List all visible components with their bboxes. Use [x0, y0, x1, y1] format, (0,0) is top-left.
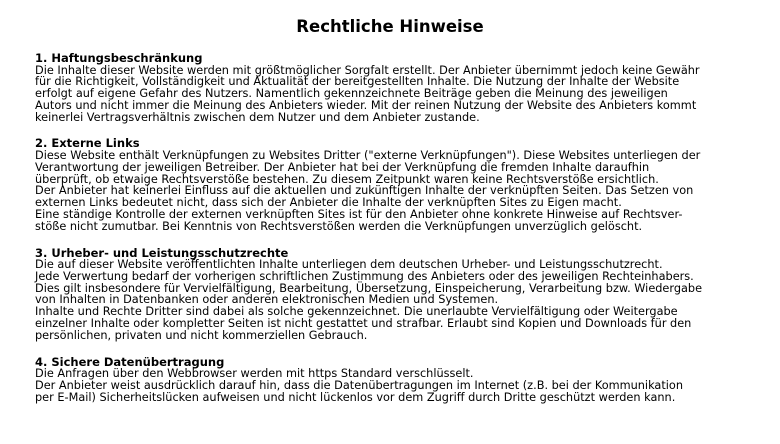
section-2: [35, 137, 751, 232]
section-heading: 1. Haftungsbeschränkung: [35, 51, 203, 65]
section-text-line: für die Richtigkeit, Vollständigkeit und Aktualität der bereitgestellten Inhalte. Die Nutzung der Inhalte der Website: [35, 75, 680, 89]
section-text-line: Autors und nicht immer die Meinung des Anbieters wieder. Mit der reinen Nutzung der Website des Anbieters kommt: [35, 98, 697, 112]
section-heading: 4. Sichere Datenübertragung: [35, 354, 225, 369]
section-text-line: einzelner Inhalte oder kompletter Seiten ist nicht gestattet und strafbar. Erlaubt sind Kopien und Downloads für den: [35, 317, 692, 331]
section-text-line: Die Inhalte dieser Website werden mit größtmöglicher Sorgfalt erstellt. Der Anbieter übernimmt jedoch keine Gewähr: [35, 63, 700, 77]
section-heading: 2. Externe Links: [35, 136, 140, 151]
section-text-line: überprüft, ob etwaige Rechtsverstöße bestehen. Zu diesem Zeitpunkt waren keine Rechtsverstöße ersichtlich.: [35, 172, 659, 186]
section-text-line: Dies gilt insbesondere für Vervielfältigung, Bearbeitung, Übersetzung, Einspeicherung, Verarbeitung bzw. Wiedergabe: [35, 281, 703, 295]
section-text-line: Jede Verwertung bedarf der vorherigen schriftlichen Zustimmung des Anbieters oder des jeweiligen Rechteinhabers.: [35, 269, 694, 283]
section-text-line: Inhalte und Rechte Dritter sind dabei als solche gekennzeichnet. Die unerlaubte Vervielfältigung oder Weitergabe: [35, 305, 678, 319]
section-text-line: keinerlei Vertragsverhältnis zwischen dem Nutzer und dem Anbieter zustande.: [35, 110, 480, 124]
section-text-line: stöße nicht zumutbar. Bei Kenntnis von Rechtsverstößen werden die Verknüpfungen unverzüglich gelöscht.: [35, 219, 643, 233]
sections-container: [35, 52, 780, 404]
section-heading: 3. Urheber- und Leistungsschutzrechte: [35, 245, 289, 260]
section-text-line: Der Anbieter weist ausdrücklich darauf hin, dass die Datenübertragungen im Internet (z.B. bei der Kommunikation: [35, 378, 683, 392]
section-text-line: Die Anfragen über den Webbrowser werden mit https Standard verschlüsselt.: [35, 367, 474, 381]
section-text-line: erfolgt auf eigene Gefahr des Nutzers. Namentlich gekennzeichnete Beiträge geben die Meinung des jeweiligen: [35, 87, 668, 101]
section-text-line: per E-Mail) Sicherheitslücken aufweisen und nicht lückenlos vor dem Zugriff durch Dritte geschützt werden kann.: [35, 390, 676, 404]
section-4: [35, 356, 751, 404]
section-text-line: persönlichen, privaten und nicht kommerziellen Gebrauch.: [35, 328, 368, 342]
page-title: Rechtliche Hinweise: [296, 17, 484, 36]
section-text-line: Der Anbieter hat keinerlei Einfluss auf die aktuellen und zukünftigen Inhalte der verknüpften Seiten. Das Setzen von: [35, 184, 694, 198]
section-3: [35, 247, 751, 342]
section-text-line: Die auf dieser Website veröffentlichten Inhalte unterliegen dem deutschen Urheber- und Leistungsschutzrecht.: [35, 258, 663, 272]
section-text-line: Eine ständige Kontrolle der externen verknüpften Sites ist für den Anbieter ohne konkrete Hinweise auf Rechtsver-: [35, 207, 683, 221]
section-text-line: Diese Website enthält Verknüpfungen zu Websites Dritter ("externe Verknüpfungen"). Diese Websites unterliegen der: [35, 148, 701, 162]
section-1: [35, 52, 751, 123]
section-text-line: von Inhalten in Datenbanken oder anderen elektronischen Medien und Systemen.: [35, 293, 499, 307]
section-text-line: externen Links bedeutet nicht, dass sich der Anbieter die Inhalte der verknüpften Sites zu Eigen macht.: [35, 196, 622, 210]
section-text-line: Verantwortung der jeweiligen Betreiber. Der Anbieter hat bei der Verknüpfung die fremden Inhalte daraufhin: [35, 160, 650, 174]
